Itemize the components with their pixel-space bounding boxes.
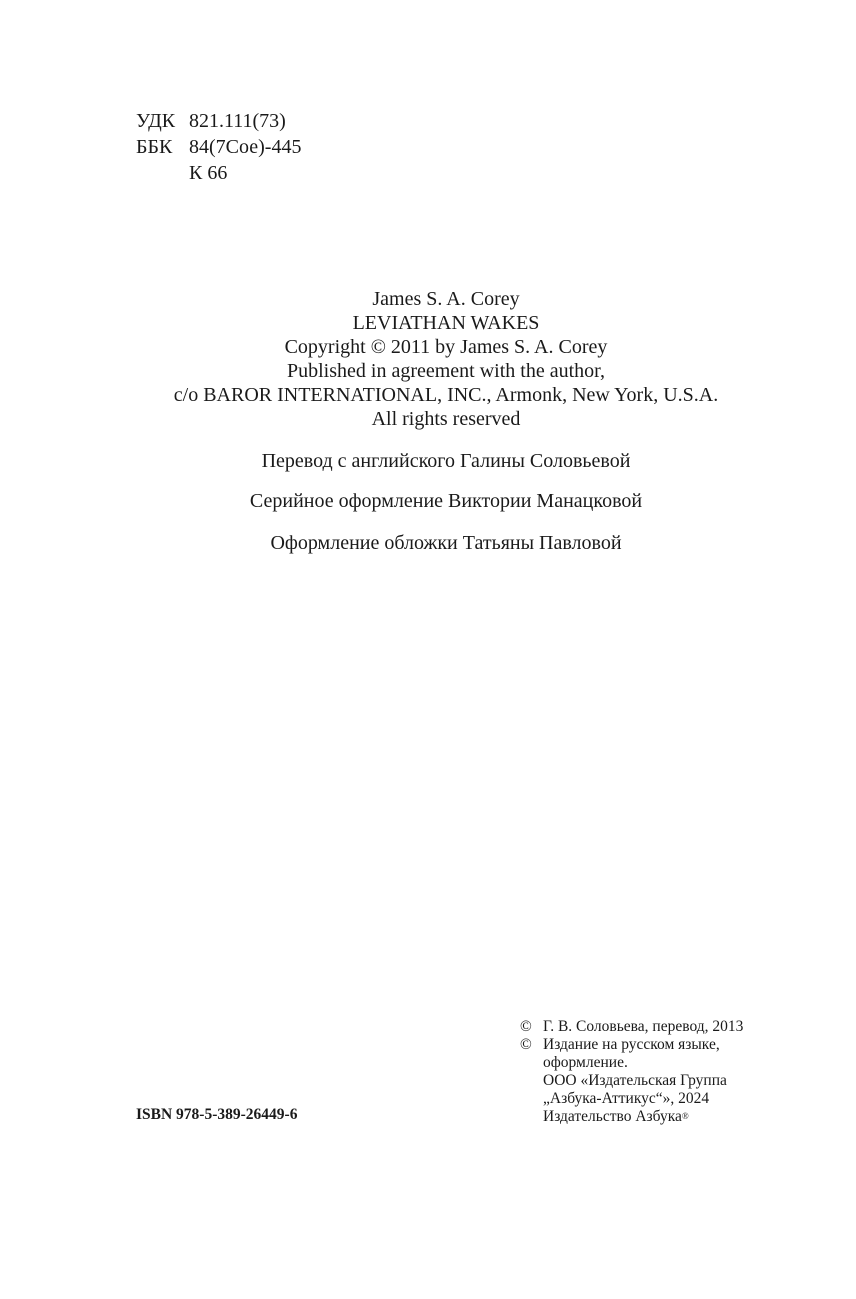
- edition-copyright-cont: [520, 1108, 743, 1126]
- edition-copyright-line1: Издание на русском языке,: [543, 1036, 720, 1053]
- translation-copyright: [520, 1018, 743, 1036]
- isbn: ISBN 978-5-389-26449-6: [136, 1106, 298, 1123]
- series-design-credit: Серийное оформление Виктории Манацковой: [249, 490, 643, 512]
- copyright-notices: [520, 1018, 743, 1126]
- author-mark: К 66: [189, 162, 228, 184]
- rights-reserved: All rights reserved: [371, 408, 521, 430]
- udk-row: [136, 108, 301, 134]
- registered-mark: ®: [681, 1111, 689, 1121]
- bbk-value: 84(7Сое)-445: [189, 136, 302, 158]
- edition-copyright: [520, 1036, 743, 1054]
- edition-copyright-line5: Издательство Азбука: [543, 1108, 682, 1125]
- classification-block: [136, 108, 301, 186]
- edition-copyright-line2: оформление.: [543, 1054, 628, 1071]
- copyright-symbol: ©: [520, 1018, 532, 1035]
- translation-copyright-text: Г. В. Соловьева, перевод, 2013: [543, 1018, 744, 1035]
- edition-copyright-line4: „Азбука-Аттикус“», 2024: [543, 1090, 710, 1107]
- literary-agent: c/o BAROR INTERNATIONAL, INC., Armonk, New York, U.S.A.: [173, 384, 719, 406]
- author-mark-row: [136, 160, 301, 186]
- edition-copyright-cont: [520, 1072, 743, 1090]
- udk-label: УДК: [136, 110, 176, 132]
- original-copyright: Copyright © 2011 by James S. A. Corey: [284, 336, 608, 358]
- edition-copyright-cont: [520, 1090, 743, 1108]
- udk-value: 821.111(73): [189, 110, 286, 132]
- edition-copyright-line3: ООО «Издательская Группа: [543, 1072, 727, 1089]
- copyright-symbol: ©: [520, 1036, 532, 1053]
- translator-credit: Перевод с английского Галины Соловьевой: [261, 450, 631, 472]
- publishing-agreement: Published in agreement with the author,: [286, 360, 606, 382]
- edition-copyright-cont: [520, 1054, 743, 1072]
- bbk-row: [136, 134, 301, 160]
- bbk-label: ББК: [136, 136, 173, 158]
- credits-block: [0, 287, 856, 555]
- original-title: LEVIATHAN WAKES: [352, 312, 540, 334]
- original-author: James S. A. Corey: [372, 288, 520, 310]
- cover-design-credit: Оформление обложки Татьяны Павловой: [270, 532, 622, 554]
